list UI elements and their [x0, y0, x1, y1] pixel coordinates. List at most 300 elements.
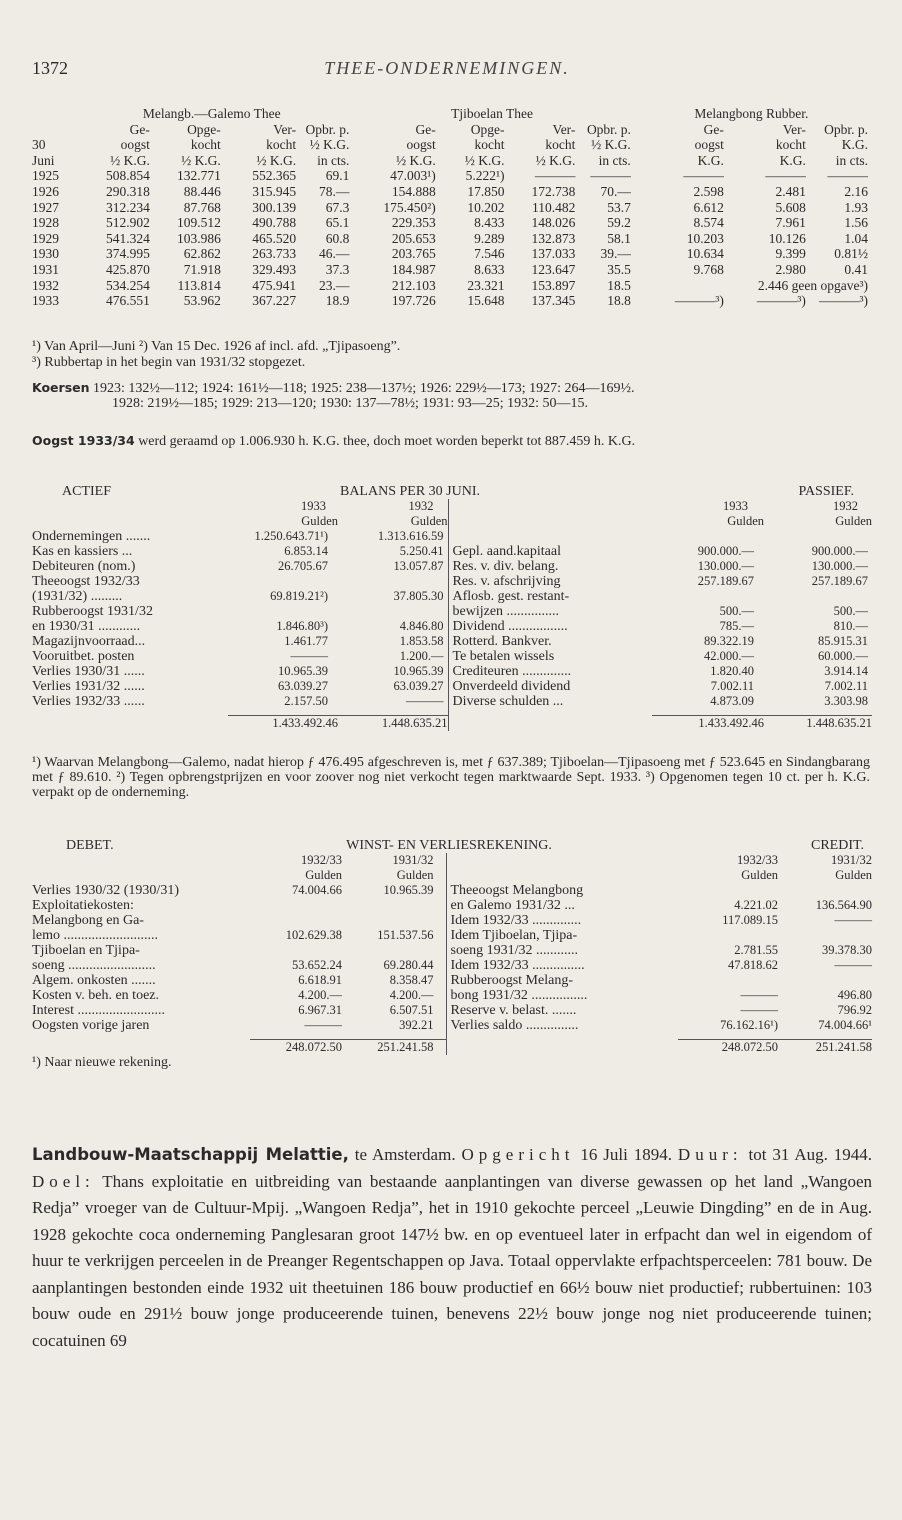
company-name: Landbouw-Maatschappij Melattie, — [32, 1145, 349, 1164]
liability-1932: 810.— — [833, 619, 868, 633]
liability-1932: 130.000.— — [811, 559, 868, 573]
table-cell: 88.446 — [183, 183, 221, 199]
liability-label: Res. v. div. belang. — [448, 559, 652, 574]
table-cell: 5.608 — [775, 199, 806, 215]
running-title: THEE-ONDERNEMINGEN. — [324, 58, 570, 78]
koersen-text: 1923: 132½—112; 1924: 161½—118; 1925: 238—137½; 1926: 229½—173; 1927: 264—169½. — [93, 381, 635, 396]
opgericht-label: Opgericht — [461, 1145, 575, 1164]
table-cell: 1.93 — [844, 199, 868, 215]
column-header: Ge- — [129, 121, 150, 137]
table-cell: 110.482 — [532, 199, 576, 215]
currency-header: Gulden — [835, 514, 872, 528]
liability-1932: 900.000.— — [811, 544, 868, 558]
pl-row — [32, 988, 872, 1003]
group-header: Melangbong Rubber. — [694, 106, 809, 121]
debit-label: Algem. onkosten ....... — [32, 973, 156, 988]
liability-label: Diverse schulden ... — [448, 694, 652, 709]
pl-row — [32, 913, 872, 928]
liability-1933: 89.322.19 — [704, 634, 754, 648]
balance-row — [32, 574, 872, 589]
table-cell: 0.81½ — [834, 246, 868, 262]
row-year: 1929 — [32, 230, 59, 246]
asset-1932: ——— — [406, 694, 444, 708]
column-header: ½ K.G. — [535, 152, 576, 168]
table-cell: 148.026 — [531, 215, 576, 231]
production-row — [32, 293, 872, 309]
asset-label: Ondernemingen ....... — [32, 529, 151, 544]
table-cell: 137.345 — [531, 293, 576, 309]
column-header: ½ K.G. — [256, 152, 297, 168]
currency-header: Gulden — [301, 514, 338, 528]
debet-label: DEBET. — [66, 838, 114, 853]
credit-1932-33 — [678, 883, 778, 898]
production-row — [32, 246, 872, 262]
asset-1932: 1.200.— — [399, 649, 444, 663]
table-cell: ——— — [683, 168, 724, 184]
asset-label: Vooruitbet. posten — [32, 649, 135, 664]
column-header: Juni — [32, 152, 55, 168]
table-cell: 37.3 — [325, 261, 350, 277]
table-cell: 374.995 — [106, 246, 150, 262]
column-header: Ver- — [782, 121, 806, 137]
currency-header: Gulden — [727, 514, 764, 528]
row-year: 1930 — [32, 246, 59, 262]
column-header: ½ K.G. — [464, 152, 505, 168]
koersen-label: Koersen — [32, 380, 90, 395]
production-row — [32, 262, 872, 278]
asset-label: Debiteuren (nom.) — [32, 559, 136, 574]
table-cell: 10.634 — [686, 246, 724, 262]
table-cell: ———³) — [674, 293, 724, 309]
table-cell: 53.962 — [183, 293, 221, 309]
debit-label: Oogsten vorige jaren — [32, 1018, 150, 1033]
asset-label: Magazijnvoorraad... — [32, 634, 146, 649]
liability-1933 — [652, 589, 764, 604]
year-header: 1932 — [833, 499, 858, 513]
table-cell: 154.888 — [391, 183, 436, 199]
column-header: kocht — [775, 137, 806, 153]
balance-row — [32, 529, 872, 544]
row-year: 1932 — [32, 277, 59, 293]
year-header: 1931/32 — [392, 853, 434, 867]
pl-row — [32, 898, 872, 913]
asset-1932: 1.313.616.59 — [377, 529, 444, 543]
balance-sheet — [32, 484, 872, 731]
table-cell: 290.318 — [106, 183, 150, 199]
purpose-text: Thans exploitatie en uitbreiding van bestaande aanplantingen van diverse gewassen op het land „Wangoen Redja” vroeger van de Cultuur-Mpij. „Wangoen Redja”, het in 1910 gekochte perceel „Leuwie Dingding” en de in Aug. 1928 gekochte coca onderneming Panglesaran groot 147½ bw. en op eventueel later in erfpacht dan wel in eigendom of huur te verkrijgen perceelen in de Preanger Regentschappen op Java. Totaal oppervlakte erfpachtsperceelen: 781 bouw. De aanplantingen bestonden einde 1932 uit theetuinen 186 bouw productief en 66½ bouw niet productief; rubbertuinen: 103 bouw oude en 291½ bouw jonge produceerende tuinen, benevens 22½ bouw jonge nog niet produceerende tuinen; cocatuinen 69 — [32, 1171, 872, 1350]
table-cell: 2.980 — [775, 261, 806, 277]
column-header: ½ K.G. — [110, 152, 150, 168]
asset-1932: 10.965.39 — [393, 664, 444, 678]
debit-1932-33 — [250, 898, 342, 913]
column-header: in cts. — [317, 152, 350, 168]
table-cell: 132.873 — [531, 230, 576, 246]
asset-label: Verlies 1930/31 ...... — [32, 664, 145, 679]
table-cell: 300.139 — [252, 199, 297, 215]
asset-label: Kas en kassiers ... — [32, 544, 133, 559]
debit-1932-33: ——— — [304, 1018, 342, 1032]
asset-1932: 63.039.27 — [393, 679, 444, 693]
asset-label: Rubberoogst 1931/32 — [32, 604, 153, 619]
asset-label: (1931/32) ......... — [32, 589, 123, 604]
table-cell: 5.222¹) — [465, 168, 505, 184]
actief-label: ACTIEF — [62, 484, 111, 499]
pl-note: ¹) Naar nieuwe rekening. — [32, 1054, 172, 1070]
debit-1932-33 — [250, 913, 342, 928]
production-row — [32, 200, 872, 216]
debit-label: Interest ......................... — [32, 1003, 165, 1018]
column-header: K.G. — [779, 152, 806, 168]
table-cell: 137.033 — [531, 246, 576, 262]
asset-1932 — [338, 574, 448, 589]
oogst-label: Oogst 1933/34 — [32, 433, 135, 448]
pl-total-row — [32, 1039, 872, 1055]
row-year: 1927 — [32, 199, 59, 215]
credit-label: CREDIT. — [810, 838, 864, 853]
column-header: in cts. — [835, 152, 868, 168]
credit-label: Idem 1932/33 ............... — [446, 958, 678, 973]
table-cell: 132.771 — [176, 168, 221, 184]
debit-1931-32 — [342, 898, 446, 913]
liability-1932: 257.189.67 — [811, 574, 868, 588]
column-header: Ver- — [273, 121, 297, 137]
credit-1932-33: ——— — [740, 988, 778, 1002]
table-cell: 2.16 — [844, 183, 868, 199]
credit-label: Rubberoogst Melang- — [446, 973, 678, 988]
column-header: Ver- — [552, 121, 576, 137]
total-value: 1.433.492.46 — [652, 715, 764, 731]
column-header: kocht — [190, 137, 221, 153]
debit-1931-32: 6.507.51 — [389, 1003, 434, 1017]
credit-1931-32: 496.80 — [837, 988, 872, 1002]
balance-row — [32, 649, 872, 664]
credit-1931-32 — [778, 973, 872, 988]
debit-label: lemo ........................... — [32, 928, 158, 943]
balance-title: BALANS PER 30 JUNI. — [339, 484, 480, 499]
liability-1933: 500.— — [719, 604, 754, 618]
table-cell: ———³) — [818, 293, 868, 309]
debit-label: Tjiboelan en Tjipa- — [32, 943, 140, 958]
table-cell: 212.103 — [391, 277, 436, 293]
table-cell: 465.520 — [252, 230, 297, 246]
asset-1933 — [228, 574, 338, 589]
table-cell: 552.365 — [252, 168, 297, 184]
credit-label: Idem 1932/33 .............. — [446, 913, 678, 928]
asset-1933: 1.461.77 — [284, 634, 328, 648]
total-value: 251.241.58 — [342, 1039, 446, 1055]
asset-1933: 6.853.14 — [284, 544, 328, 558]
credit-1932-33: 4.221.02 — [734, 898, 778, 912]
table-cell: 534.254 — [106, 277, 150, 293]
pl-row — [32, 1003, 872, 1018]
credit-1931-32: 796.92 — [837, 1003, 872, 1017]
credit-1931-32 — [778, 883, 872, 898]
credit-label: Verlies saldo ............... — [446, 1018, 678, 1033]
pl-year-row — [32, 853, 872, 868]
liability-label: Rotterd. Bankver. — [448, 634, 652, 649]
column-header-row — [32, 153, 872, 169]
table-cell: 7.961 — [775, 215, 806, 231]
table-cell: 490.788 — [252, 215, 297, 231]
liability-1932 — [764, 529, 872, 544]
pl-row — [32, 958, 872, 973]
table-cell: 8.433 — [474, 215, 505, 231]
year-header: 1932 — [408, 499, 434, 513]
table-cell: 367.227 — [252, 293, 297, 309]
asset-1933 — [228, 604, 338, 619]
table-cell: 67.3 — [325, 199, 350, 215]
credit-1932-33: ——— — [740, 1003, 778, 1017]
asset-label: Verlies 1932/33 ...... — [32, 694, 145, 709]
credit-1931-32: ——— — [834, 958, 872, 972]
debit-label: Verlies 1930/32 (1930/31) — [32, 883, 179, 898]
pl-row — [32, 928, 872, 943]
debit-1931-32: 151.537.56 — [377, 928, 434, 942]
row-year: 1925 — [32, 168, 59, 184]
pl-row — [32, 943, 872, 958]
table-cell: 1.04 — [844, 230, 868, 246]
table-cell: 229.353 — [391, 215, 436, 231]
debit-label: Exploitatiekosten: — [32, 898, 134, 913]
table-cell: 184.987 — [391, 261, 436, 277]
currency-header: Gulden — [410, 514, 448, 528]
table-cell: 87.768 — [183, 199, 221, 215]
table-cell: ——— — [590, 168, 631, 184]
table-cell: 197.726 — [391, 293, 436, 309]
table-cell: 9.768 — [693, 261, 724, 277]
table-cell: 39.— — [600, 246, 631, 262]
credit-label: bong 1931/32 ................ — [446, 988, 678, 1003]
group-header: Melangb.—Galemo Thee — [142, 106, 281, 121]
table-cell: 2.446 geen opgave³) — [757, 277, 868, 293]
table-cell: 205.653 — [391, 230, 436, 246]
asset-1932: 5.250.41 — [399, 544, 444, 558]
liability-1933: 257.189.67 — [697, 574, 754, 588]
balance-year-row — [32, 499, 872, 514]
table-cell: 8.633 — [474, 261, 505, 277]
table-cell: 2.481 — [775, 183, 806, 199]
year-header: 1933 — [723, 499, 748, 513]
credit-label: soeng 1931/32 ............ — [446, 943, 678, 958]
asset-1933: ——— — [290, 649, 328, 663]
pl-title-row — [32, 838, 872, 853]
production-row — [32, 215, 872, 231]
company-seat: te Amsterdam. — [354, 1145, 456, 1164]
asset-1933: 63.039.27 — [278, 679, 328, 693]
table-cell: 8.574 — [693, 215, 724, 231]
table-cell: 10.202 — [467, 199, 505, 215]
liability-1932: 3.914.14 — [824, 664, 868, 678]
liability-label: Dividend ................. — [448, 619, 652, 634]
table-cell: 103.986 — [176, 230, 221, 246]
asset-1933: 1.250.643.71¹) — [254, 529, 328, 543]
table-cell: 6.612 — [693, 199, 724, 215]
column-header: kocht — [266, 137, 297, 153]
asset-1933: 69.819.21²) — [270, 589, 328, 603]
debit-1931-32: 8.358.47 — [389, 973, 434, 987]
debit-label: Melangbong en Ga- — [32, 913, 144, 928]
table-cell: ——— — [827, 168, 868, 184]
total-value: 1.448.635.21 — [338, 715, 448, 731]
doel-label: Doel: — [32, 1171, 95, 1191]
table-cell: 541.324 — [106, 230, 150, 246]
table-cell: 153.897 — [531, 277, 576, 293]
total-value: 248.072.50 — [678, 1039, 778, 1055]
balance-row — [32, 559, 872, 574]
liability-label: Te betalen wissels — [448, 649, 652, 664]
asset-label: en 1930/31 ............ — [32, 619, 141, 634]
liability-label: bewijzen ............... — [448, 604, 652, 619]
liability-label — [448, 529, 652, 544]
debit-1932-33 — [250, 943, 342, 958]
oogst-text: werd geraamd op 1.006.930 h. K.G. thee, doch moet worden beperkt tot 887.459 h. K.G. — [138, 434, 636, 449]
table-cell: 109.512 — [176, 215, 221, 231]
debit-1931-32: 4.200.— — [389, 988, 434, 1002]
column-header: oogst — [120, 137, 150, 153]
row-year: 1926 — [32, 183, 59, 199]
liability-1933: 42.000.— — [704, 649, 754, 663]
column-header: ½ K.G. — [591, 137, 631, 153]
table-cell: 263.733 — [252, 246, 297, 262]
column-header: kocht — [545, 137, 576, 153]
year-header: 1931/32 — [831, 853, 872, 867]
production-note: ³) Rubbertap in het begin van 1931/32 stopgezet. — [32, 355, 306, 370]
credit-label: Reserve v. belast. ....... — [446, 1003, 678, 1018]
asset-1932: 4.846.80 — [399, 619, 444, 633]
currency-header: Gulden — [305, 868, 342, 882]
liability-1933: 4.873.09 — [710, 694, 754, 708]
pl-row — [32, 1018, 872, 1033]
asset-label: Theeoogst 1932/33 — [32, 574, 140, 589]
total-value: 1.433.492.46 — [228, 715, 338, 731]
table-cell: 18.9 — [325, 293, 350, 309]
liability-1933: 130.000.— — [697, 559, 754, 573]
column-header: Opge- — [470, 121, 505, 137]
credit-1932-33: 2.781.55 — [734, 943, 778, 957]
credit-label: Theeoogst Melangbong — [446, 883, 678, 898]
debit-label: soeng ......................... — [32, 958, 156, 973]
table-cell: 47.003¹) — [390, 168, 436, 184]
table-cell: 2.598 — [693, 183, 724, 199]
table-cell: 65.1 — [325, 215, 350, 231]
liability-label: Crediteuren .............. — [448, 664, 652, 679]
total-value: 251.241.58 — [778, 1039, 872, 1055]
liability-1932: 500.— — [833, 604, 868, 618]
pl-row — [32, 883, 872, 898]
production-note: ¹) Van April—Juni ²) Van 15 Dec. 1926 af incl. afd. „Tjipasoeng”. — [32, 339, 401, 354]
credit-1932-33 — [678, 973, 778, 988]
liability-label: Res. v. afschrijving — [448, 574, 652, 589]
production-row — [32, 231, 872, 247]
credit-label: Idem Tjiboelan, Tjipa- — [446, 928, 678, 943]
table-cell: 18.8 — [607, 293, 631, 309]
credit-1931-32: 136.564.90 — [815, 898, 872, 912]
page-number: 1372 — [32, 58, 68, 78]
credit-1932-33: 117.089.15 — [722, 913, 778, 927]
liability-label: Onverdeeld dividend — [448, 679, 652, 694]
table-cell: 425.870 — [106, 261, 150, 277]
balance-row — [32, 694, 872, 709]
table-cell: 62.862 — [183, 246, 221, 262]
table-cell: 23.— — [318, 277, 350, 293]
debit-1931-32 — [342, 913, 446, 928]
column-header: ½ K.G. — [396, 152, 436, 168]
year-header: 1933 — [301, 499, 326, 513]
column-header: ½ K.G. — [309, 137, 350, 153]
column-header: oogst — [406, 137, 436, 153]
credit-1932-33: 47.818.62 — [728, 958, 778, 972]
table-cell: 70.— — [600, 183, 631, 199]
liability-1933 — [652, 529, 764, 544]
liability-1932: 3.303.98 — [824, 694, 868, 708]
pl-row — [32, 973, 872, 988]
row-year: 1928 — [32, 215, 59, 231]
balance-title-row — [32, 484, 872, 499]
debit-1931-32: 10.965.39 — [383, 883, 434, 897]
balance-row — [32, 544, 872, 559]
year-header: 1932/33 — [737, 853, 778, 867]
column-header-row — [32, 122, 872, 138]
year-header: 1932/33 — [301, 853, 342, 867]
credit-1932-33 — [678, 928, 778, 943]
column-header: Ge- — [415, 121, 436, 137]
column-header-row — [32, 137, 872, 153]
table-cell: 172.738 — [531, 183, 576, 199]
table-cell: 203.765 — [391, 246, 436, 262]
table-cell: 113.814 — [177, 277, 221, 293]
asset-1932: 1.853.58 — [399, 634, 444, 648]
duur-label: Duur: — [677, 1145, 743, 1164]
debit-1931-32 — [342, 943, 446, 958]
pl-currency-row — [32, 868, 872, 883]
row-year: 1933 — [32, 293, 59, 309]
debit-1931-32: 392.21 — [399, 1018, 434, 1032]
table-cell: ——— — [534, 168, 576, 184]
table-cell: 78.— — [318, 183, 350, 199]
balance-row — [32, 619, 872, 634]
column-header: Opbr. p. — [305, 121, 350, 137]
table-cell: 69.1 — [325, 168, 350, 184]
table-cell: 476.551 — [106, 293, 150, 309]
column-header — [32, 122, 74, 138]
passief-label: PASSIEF. — [798, 484, 854, 499]
credit-label: en Galemo 1931/32 ... — [446, 898, 678, 913]
table-cell: 9.289 — [474, 230, 505, 246]
table-cell: 71.918 — [183, 261, 221, 277]
asset-1933: 26.705.67 — [278, 559, 328, 573]
production-row — [32, 168, 872, 184]
column-header: ½ K.G. — [181, 152, 221, 168]
credit-1931-32: ——— — [834, 913, 872, 927]
total-value: 1.448.635.21 — [764, 715, 872, 731]
row-year: 1931 — [32, 261, 59, 277]
currency-header: Gulden — [835, 868, 872, 882]
asset-1932 — [338, 604, 448, 619]
asset-1933: 10.965.39 — [278, 664, 328, 678]
balance-row — [32, 679, 872, 694]
debit-label: Kosten v. beh. en toez. — [32, 988, 159, 1003]
currency-header: Gulden — [741, 868, 778, 882]
currency-header: Gulden — [396, 868, 434, 882]
table-cell: 10.126 — [768, 230, 806, 246]
asset-label: Verlies 1931/32 ...... — [32, 679, 145, 694]
table-cell: 46.— — [318, 246, 350, 262]
debit-1932-33: 4.200.— — [298, 988, 342, 1002]
liability-1933: 7.002.11 — [710, 679, 754, 693]
table-cell: 123.647 — [531, 261, 576, 277]
duration: tot 31 Aug. 1944. — [748, 1145, 873, 1164]
table-cell: 58.1 — [607, 230, 631, 246]
